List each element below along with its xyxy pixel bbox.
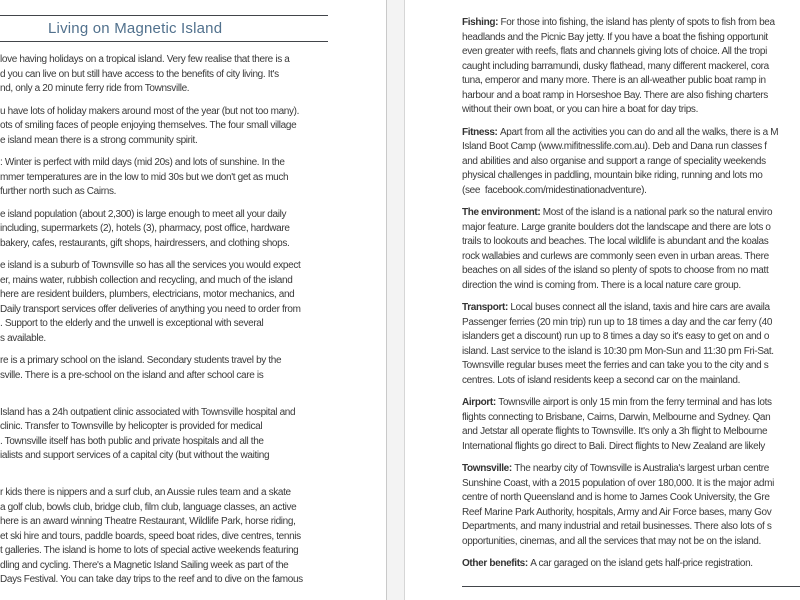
paragraph <box>0 156 386 200</box>
text-line: bakery, cafes, restaurants, gift shops, hairdressers, and clothing shops. <box>0 237 290 249</box>
right-page-body <box>462 16 800 580</box>
section-label: Townsville: <box>462 463 515 474</box>
section-label: Fishing: <box>462 17 501 28</box>
section <box>462 396 800 454</box>
text-line: . Support to the elderly and the unwell is exceptional with several <box>0 318 264 329</box>
text-line: nd, only a 20 minute ferry ride from Townsville. <box>0 83 190 94</box>
section-label: Transport: <box>462 302 511 313</box>
document-page-left[interactable] <box>0 0 386 600</box>
text-line: er, mains water, rubbish collection and recycling, and much of the island <box>0 274 293 286</box>
footer-rule <box>462 586 800 587</box>
text-line: Reef Marine Park Authority, hospitals, Army and Air Force bases, many Gov <box>462 506 772 518</box>
text-line: beaches on all sides of the island so plenty of spots to choose from no matt <box>462 265 769 276</box>
text-line: ots of smiling faces of people enjoying themselves. The four small village <box>0 120 297 131</box>
text-line: e island mean there is a strong community spirit. <box>0 134 198 146</box>
text-line: and Jetstar all operate flights to Townsville. It's only a 3h flight to Melbourne <box>462 426 768 437</box>
text-line: opportunities, cinemas, and all the services that may not be on the island. <box>462 535 761 547</box>
section <box>462 126 800 199</box>
paragraph <box>0 406 386 479</box>
text-line: et ski hire and tours, paddle boards, speed boat rides, dive centres, tennis <box>0 530 301 542</box>
text-line: harbour and a boat ramp in Horseshoe Bay. There are also fishing charters <box>462 89 768 101</box>
text-line: d you can live on but still have access to the benefits of city living. It's <box>0 68 279 80</box>
text-line: even greater with reefs, flats and channels giving lots of choice. All the tropi <box>462 46 767 57</box>
text-line: Fitness: Apart from all the activities you can do and all the walks, there is a M <box>462 126 779 138</box>
text-line: u have lots of holiday makers around most of the year (but not too many). <box>0 105 300 117</box>
text-line: tuna, emperor and many more. There is an all-weather public boat ramp in <box>462 75 766 86</box>
text-line: here is an award winning Theatre Restaurant, Wildlife Park, horse riding, <box>0 516 296 527</box>
text-line: Townsville regular buses meet the ferries and can take you to the city and s <box>462 360 769 371</box>
text-line: Fishing: For those into fishing, the island has plenty of spots to fish from bea <box>462 17 775 28</box>
text-line: headlands and the Picnic Bay jetty. If you have a boat the fishing opportunit <box>462 31 768 43</box>
text-line: Departments, and many industrial and retail businesses. There also lots of s <box>462 521 772 532</box>
section <box>462 557 800 572</box>
text-line: dling and cycling. There's a Magnetic Island Sailing week as part of the <box>0 559 289 571</box>
page-gap-divider <box>386 0 405 600</box>
text-line: centres. Lots of island residents keep a second car on the mainland. <box>462 374 741 386</box>
text-line: trails to lookouts and beaches. The local wildlife is abundant and the koalas <box>462 236 769 247</box>
text-line: Island has a 24h outpatient clinic associated with Townsville hospital and <box>0 406 296 418</box>
text-line: caught including barramundi, dusky flathead, many different mackerel, cora <box>462 60 769 72</box>
text-line: t galleries. The island is home to lots of special active weekends featuring <box>0 545 299 556</box>
text-line: direction the wind is coming from. There is a local nature care group. <box>462 279 741 291</box>
page-title: Living on Magnetic Island <box>48 20 223 37</box>
paragraph <box>0 53 386 97</box>
text-line: e island population (about 2,300) is large enough to meet all your daily <box>0 208 287 220</box>
paragraph <box>0 486 386 588</box>
text-line: Sunshine Coast, with a 2015 population of over 180,000. It is the major admi <box>462 477 774 489</box>
section-label: The environment: <box>462 207 543 218</box>
section <box>462 462 800 549</box>
text-line: re is a primary school on the island. Secondary students travel by the <box>0 355 282 366</box>
text-line: major feature. Large granite boulders dot the landscape and there are lots o <box>462 221 771 233</box>
text-line: ialists and support services of a capital city (but without the waiting <box>0 450 270 461</box>
text-line: e island is a suburb of Townsville so has all the services you would expect <box>0 260 301 271</box>
text-line: including, supermarkets (2), hotels (3), pharmacy, post office, hardware <box>0 223 290 234</box>
text-line: The environment: Most of the island is a national park so the natural enviro <box>462 207 773 218</box>
paragraph <box>0 354 386 398</box>
text-line: sville. There is a pre-school on the island and after school care is <box>0 369 264 381</box>
text-line: mmer temperatures are in the low to mid 30s but we don't get as much <box>0 171 289 183</box>
text-line: Daily transport services offer deliveries of anything you need to order from <box>0 303 301 315</box>
text-line: and abilities and also organise and support a range of speciality weekends <box>462 155 766 167</box>
text-line: rock wallabies and curlews are commonly seen even in urban areas. There <box>462 250 769 262</box>
text-line: . Townsville itself has both public and private hospitals and all the <box>0 435 264 447</box>
text-line: : Winter is perfect with mild days (mid 20s) and lots of sunshine. In the <box>0 157 285 168</box>
text-line: here are resident builders, plumbers, electricians, motor mechanics, and <box>0 289 295 300</box>
text-line: International flights go direct to Bali. Direct flights to New Zealand are likely <box>462 440 765 452</box>
text-line: physical challenges in paddling, mountain bike riding, running and lots mo <box>462 170 763 181</box>
text-line: centre of north Queensland and is home to James Cook University, the Gre <box>462 492 770 503</box>
text-line: further north such as Cairns. <box>0 186 117 197</box>
section <box>462 16 800 118</box>
text-line <box>0 464 386 479</box>
paragraph <box>0 208 386 252</box>
text-line: Island Boot Camp (www.mifitnesslife.com.au). Deb and Dana run classes f <box>462 141 767 152</box>
text-line: Airport: Townsville airport is only 15 min from the ferry terminal and has lots <box>462 397 772 408</box>
text-line: island. Last service to the island is 10:30 pm Mon-Sun and 11:30 pm Fri-Sat. <box>462 345 774 357</box>
section <box>462 301 800 388</box>
paragraph <box>0 105 386 149</box>
text-line: r kids there is nippers and a surf club, an Aussie rules team and a skate <box>0 487 291 498</box>
text-line: Townsville: The nearby city of Townsville is Australia's largest urban centre <box>462 463 769 474</box>
document-page-right[interactable] <box>405 0 800 600</box>
left-page-body <box>0 53 386 596</box>
text-line: islanders get a discount) run up to 8 times a day so it's easy to get on and o <box>462 331 770 342</box>
text-line: a golf club, bowls club, bridge club, film club, language classes, an active <box>0 501 297 513</box>
text-line: Transport: Local buses connect all the island, taxis and hire cars are availa <box>462 302 770 313</box>
text-line: clinic. Transfer to Townsville by helicopter is provided for medical <box>0 421 263 432</box>
text-line: Other benefits: A car garaged on the island gets half-price registration. <box>462 558 753 569</box>
title-block <box>0 15 328 42</box>
text-line: without their own boat, or you can hire a boat for day trips. <box>462 104 699 115</box>
section-label: Airport: <box>462 397 499 408</box>
paragraph <box>0 259 386 346</box>
text-line: love having holidays on a tropical island. Very few realise that there is a <box>0 54 290 65</box>
text-line: flights connecting to Brisbane, Cairns, Darwin, Melbourne and Sydney. Qan <box>462 411 771 423</box>
section <box>462 206 800 293</box>
text-line: (see facebook.com/midestinationadventure). <box>462 184 647 196</box>
section-label: Fitness: <box>462 126 500 138</box>
text-line: s available. <box>0 332 46 344</box>
text-line: Days Festival. You can take day trips to the reef and to dive on the famous <box>0 574 303 585</box>
text-line <box>0 383 386 398</box>
text-line: Passenger ferries (20 min trip) run up to 18 times a day and the car ferry (40 <box>462 316 773 328</box>
section-label: Other benefits: <box>462 558 531 569</box>
